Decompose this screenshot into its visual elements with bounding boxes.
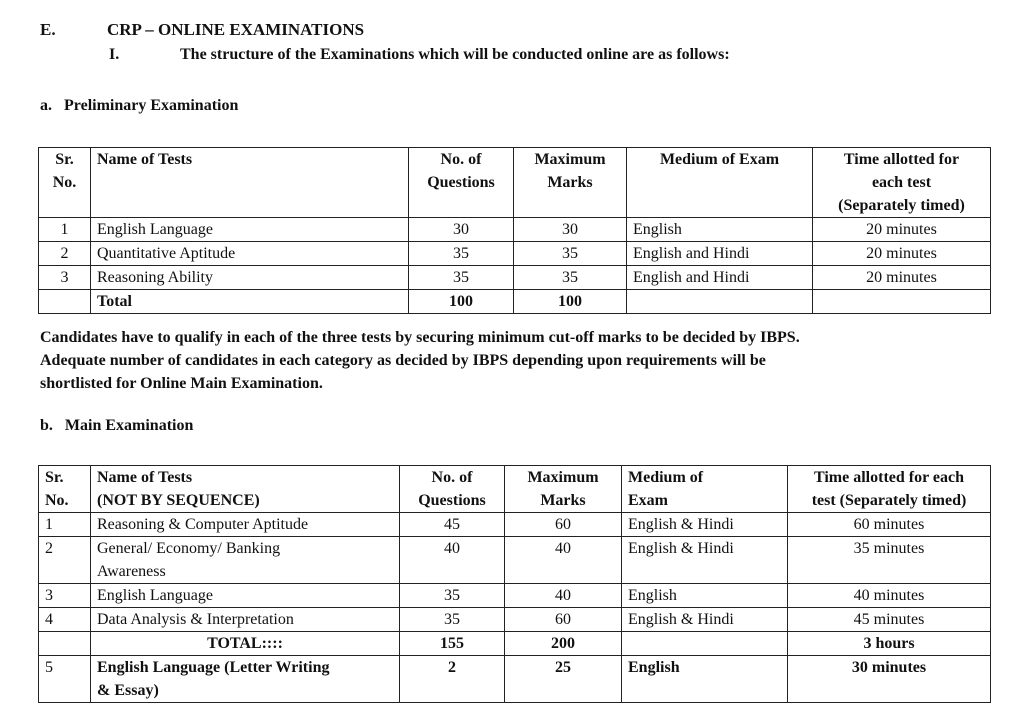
cell-name-line: Awareness	[97, 563, 166, 580]
cell-sr: 5	[39, 656, 91, 703]
prelim-header-sr	[39, 148, 91, 218]
cell-name	[91, 537, 400, 584]
cell-sr: 1	[39, 218, 91, 242]
cell-time: 60 minutes	[788, 513, 991, 537]
cell-sr: 2	[39, 537, 91, 584]
cell-sr: 2	[39, 242, 91, 266]
prelim-header-row	[39, 148, 991, 218]
table-row	[39, 218, 991, 242]
cell-questions: 2	[400, 656, 505, 703]
header-line: Marks	[547, 174, 593, 191]
cell-marks: 25	[505, 656, 622, 703]
cell-medium: English & Hindi	[622, 608, 788, 632]
cell-total-marks: 100	[514, 290, 627, 314]
table-row	[39, 584, 991, 608]
cell-time: 20 minutes	[813, 266, 991, 290]
prelim-header-questions	[409, 148, 514, 218]
main-header-name	[91, 466, 400, 513]
cell-total-time: 3 hours	[788, 632, 991, 656]
prelim-header-time	[813, 148, 991, 218]
main-header-questions	[400, 466, 505, 513]
cell-name: English Language	[91, 218, 409, 242]
qualification-note	[40, 326, 800, 395]
main-table	[38, 465, 991, 703]
cell-time: 35 minutes	[788, 537, 991, 584]
header-line: Questions	[418, 492, 486, 509]
header-line: Sr.	[45, 469, 64, 486]
cell-time	[813, 290, 991, 314]
cell-medium	[622, 632, 788, 656]
cell-medium: English and Hindi	[627, 266, 813, 290]
cell-total-marks: 200	[505, 632, 622, 656]
cell-marks: 60	[505, 608, 622, 632]
header-line: each test	[871, 174, 932, 191]
cell-time: 20 minutes	[813, 218, 991, 242]
note-line: Adequate number of candidates in each category as decided by IBPS depending upon requirements will be	[40, 352, 766, 369]
cell-marks: 35	[514, 266, 627, 290]
cell-name: Data Analysis & Interpretation	[91, 608, 400, 632]
main-heading	[40, 417, 193, 435]
cell-name	[91, 656, 400, 703]
cell-sr: 3	[39, 584, 91, 608]
table-row	[39, 242, 991, 266]
prelim-heading-text: Preliminary Examination	[64, 97, 239, 114]
cell-medium: English	[622, 656, 788, 703]
header-line: Questions	[427, 174, 495, 191]
cell-medium: English	[622, 584, 788, 608]
header-line: Name of Tests	[97, 469, 193, 486]
structure-statement: The structure of the Examinations which will be conducted online are as follows:	[180, 46, 730, 63]
cell-name-line: General/ Economy/ Banking	[97, 540, 281, 557]
header-line: No. of	[440, 151, 482, 168]
main-header-row	[39, 466, 991, 513]
cell-time: 20 minutes	[813, 242, 991, 266]
section-title: CRP – ONLINE EXAMINATIONS	[107, 20, 365, 39]
section-letter: E.	[40, 20, 56, 39]
cell-time: 45 minutes	[788, 608, 991, 632]
header-line: Maximum	[527, 469, 599, 486]
header-line: test (Separately timed)	[811, 492, 967, 509]
header-line: (NOT BY SEQUENCE)	[97, 492, 260, 509]
main-header-medium	[622, 466, 788, 513]
cell-name: Quantitative Aptitude	[91, 242, 409, 266]
table-row	[39, 513, 991, 537]
cell-medium: English & Hindi	[622, 513, 788, 537]
cell-sr: 1	[39, 513, 91, 537]
descriptive-row	[39, 656, 991, 703]
prelim-heading	[40, 97, 238, 115]
cell-questions: 45	[400, 513, 505, 537]
header-line: No.	[52, 174, 77, 191]
cell-questions: 35	[400, 608, 505, 632]
cell-marks: 30	[514, 218, 627, 242]
note-line: shortlisted for Online Main Examination.	[40, 375, 323, 392]
header-line: No.	[45, 492, 69, 509]
cell-marks: 40	[505, 537, 622, 584]
cell-questions: 30	[409, 218, 514, 242]
cell-total-questions: 155	[400, 632, 505, 656]
header-line: No. of	[431, 469, 473, 486]
table-row	[39, 266, 991, 290]
cell-name: Reasoning & Computer Aptitude	[91, 513, 400, 537]
cell-total-questions: 100	[409, 290, 514, 314]
cell-total-label: Total	[91, 290, 409, 314]
header-line: Medium of	[628, 469, 704, 486]
header-line: Time allotted for each	[813, 469, 965, 486]
prelim-header-medium: Medium of Exam	[627, 148, 813, 218]
main-heading-text: Main Examination	[64, 417, 194, 434]
main-header-sr	[39, 466, 91, 513]
header-line: Marks	[540, 492, 586, 509]
cell-marks: 40	[505, 584, 622, 608]
cell-medium: English & Hindi	[622, 537, 788, 584]
cell-name: English Language	[91, 584, 400, 608]
cell-medium	[627, 290, 813, 314]
cell-sr: 4	[39, 608, 91, 632]
header-line: Maximum	[534, 151, 606, 168]
prelim-table	[38, 147, 991, 314]
header-line: Time allotted for	[843, 151, 960, 168]
cell-time: 40 minutes	[788, 584, 991, 608]
prelim-heading-letter: a.	[40, 97, 52, 114]
cell-sr: 3	[39, 266, 91, 290]
cell-name: Reasoning Ability	[91, 266, 409, 290]
cell-questions: 35	[400, 584, 505, 608]
prelim-header-marks	[514, 148, 627, 218]
cell-time: 30 minutes	[788, 656, 991, 703]
cell-sr	[39, 290, 91, 314]
cell-marks: 35	[514, 242, 627, 266]
total-row	[39, 290, 991, 314]
cell-total-label: TOTAL::::	[91, 632, 400, 656]
cell-marks: 60	[505, 513, 622, 537]
cell-medium: English	[627, 218, 813, 242]
note-line: Candidates have to qualify in each of the three tests by securing minimum cut-off marks to be decided by IBPS.	[40, 329, 800, 346]
cell-questions: 35	[409, 266, 514, 290]
cell-medium: English and Hindi	[627, 242, 813, 266]
main-heading-letter: b.	[40, 417, 53, 434]
cell-questions: 35	[409, 242, 514, 266]
cell-name-line: English Language (Letter Writing	[97, 659, 330, 676]
total-row	[39, 632, 991, 656]
table-row	[39, 608, 991, 632]
main-header-marks	[505, 466, 622, 513]
cell-questions: 40	[400, 537, 505, 584]
cell-name-line: & Essay)	[97, 682, 159, 699]
header-line: (Separately timed)	[838, 197, 965, 214]
main-header-time	[788, 466, 991, 513]
roman-numeral: I.	[109, 46, 120, 63]
table-row	[39, 537, 991, 584]
header-line: Exam	[628, 492, 668, 509]
header-line: Sr.	[55, 151, 74, 168]
prelim-header-name: Name of Tests	[91, 148, 409, 218]
cell-sr	[39, 632, 91, 656]
